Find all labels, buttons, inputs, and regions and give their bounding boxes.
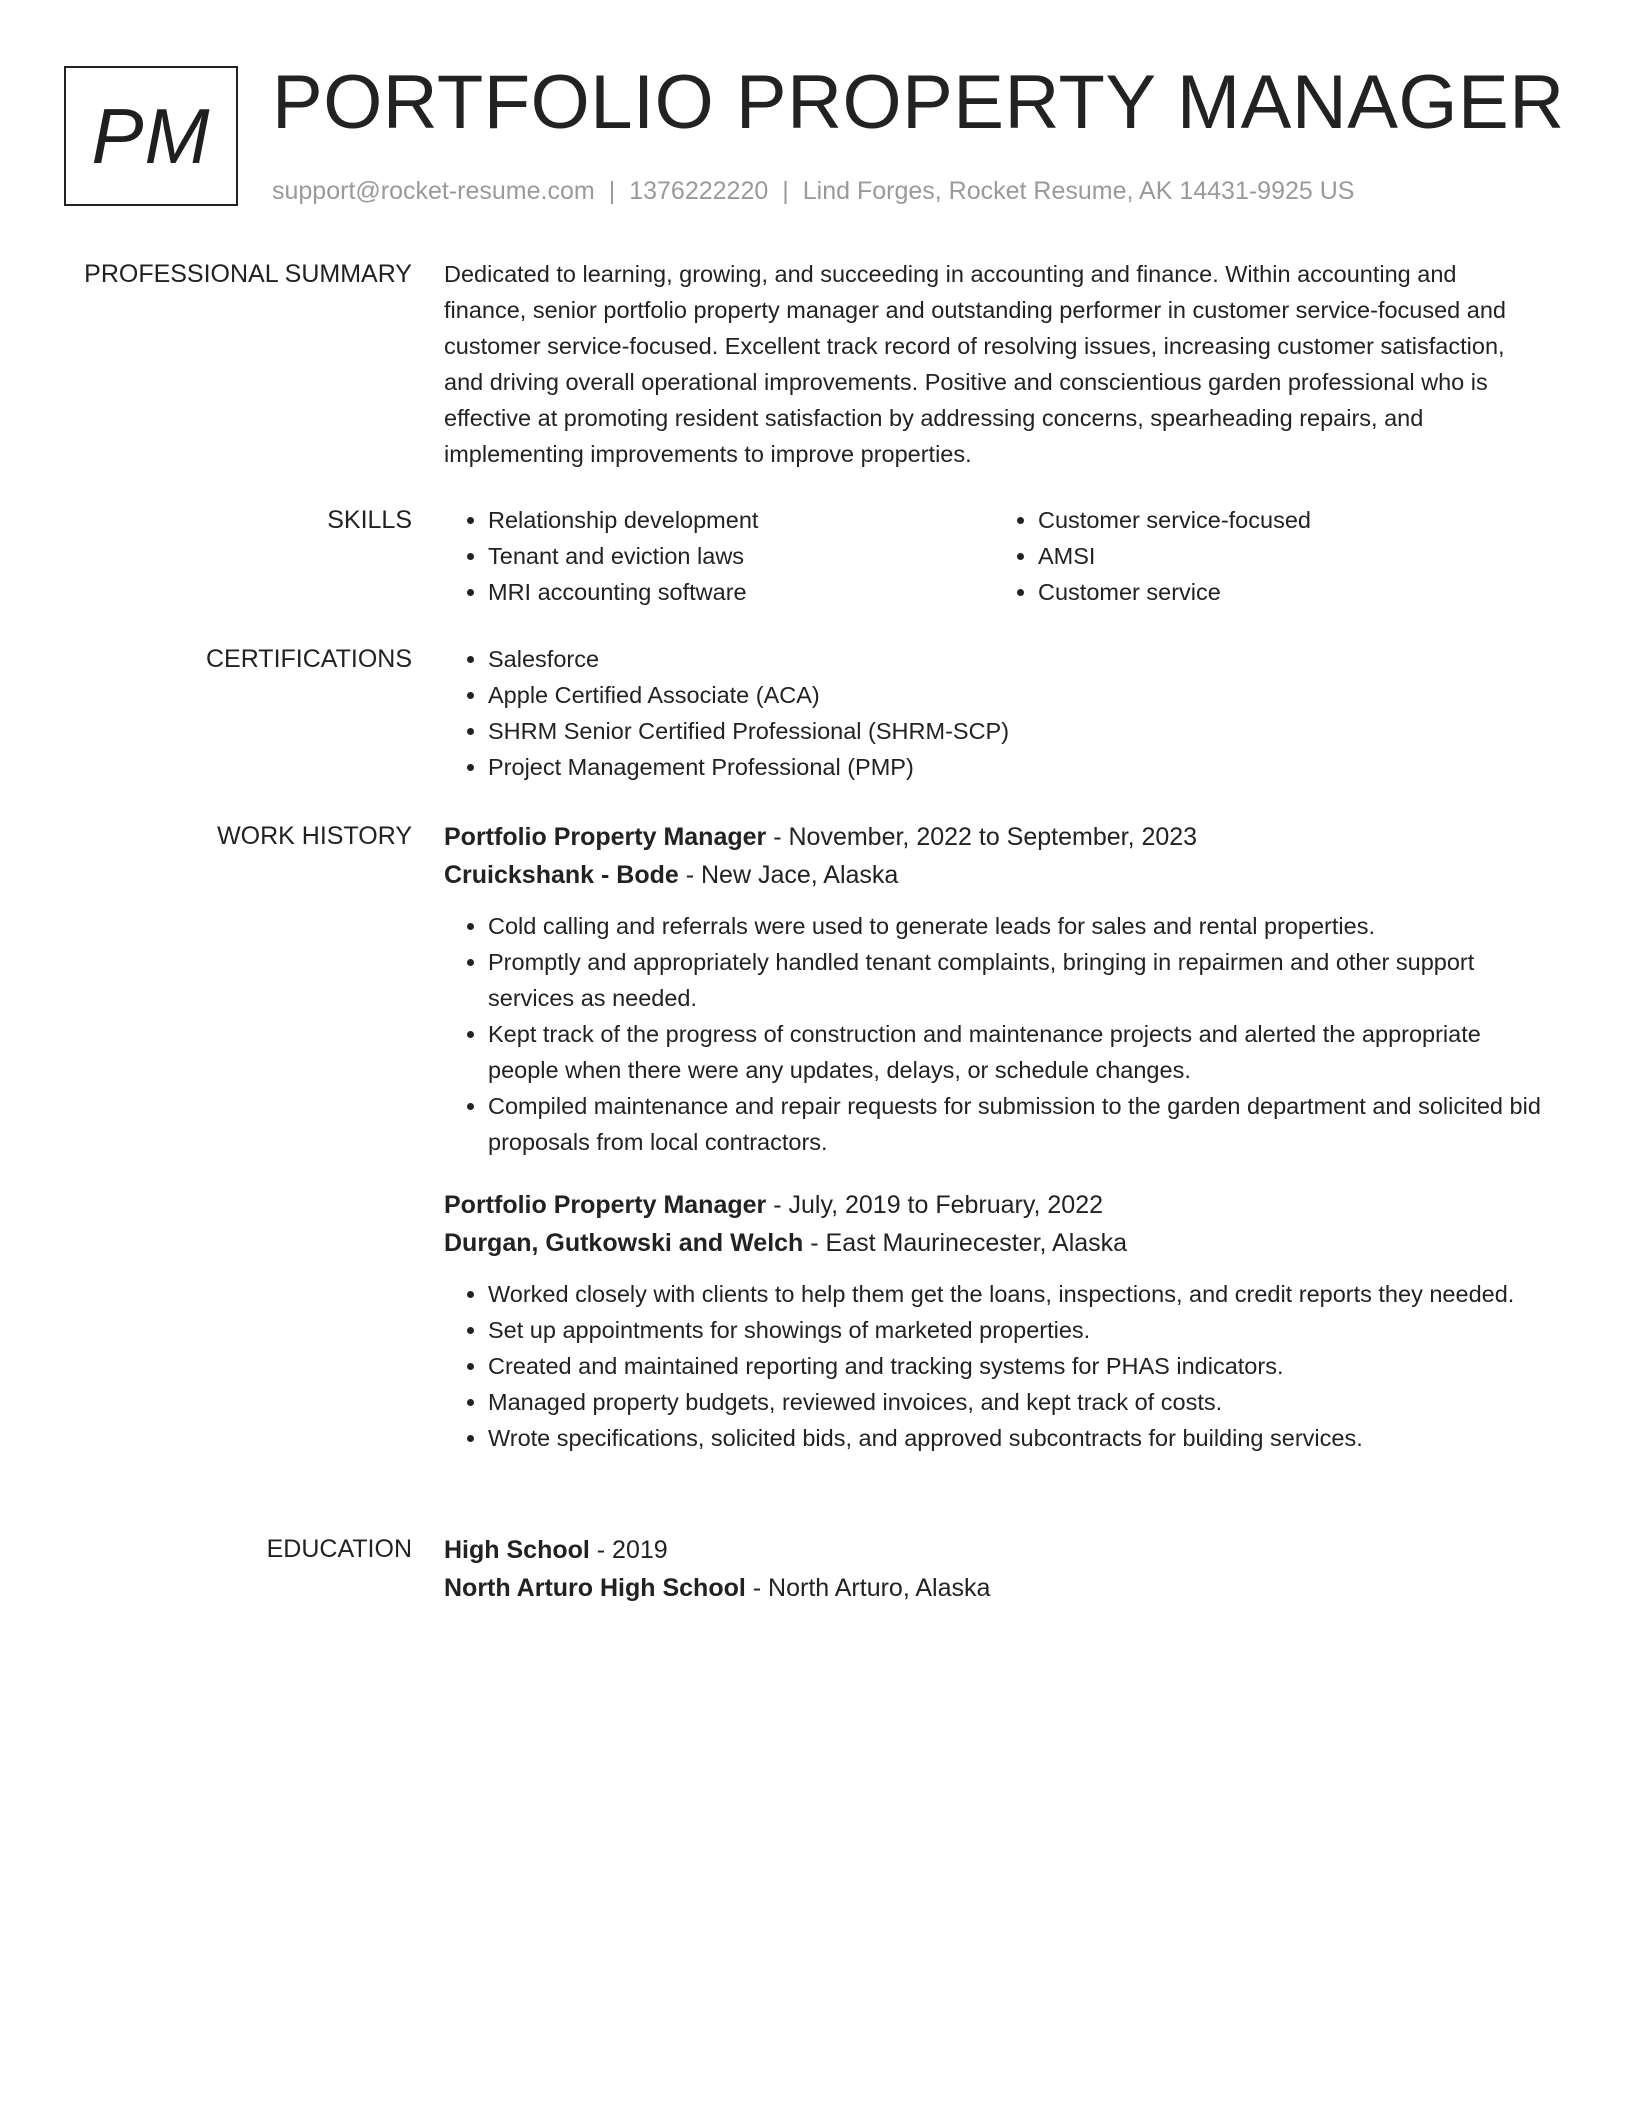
job-bullet: • Wrote specifications, solicited bids, and approved subcontracts for building services.: [488, 1420, 1544, 1456]
certifications-list: [444, 641, 1544, 785]
job-entry: [444, 818, 1544, 1160]
job-bullet: • Kept track of the progress of construction and maintenance projects and alerted the appropriate people when there were any updates, delays, or schedule changes.: [488, 1016, 1544, 1088]
skill-item: • MRI accounting software: [488, 574, 994, 610]
education-degree-line: [444, 1531, 1544, 1569]
skills-list-right: [994, 502, 1544, 610]
skill-item: • Relationship development: [488, 502, 994, 538]
job-title: Portfolio Property Manager: [444, 1191, 767, 1219]
job-bullets: [444, 1276, 1544, 1456]
education-school: North Arturo High School: [444, 1574, 746, 1602]
job-bullet: • Compiled maintenance and repair requests for submission to the garden department and solicited bid proposals from local contractors.: [488, 1088, 1544, 1160]
job-dates: - July, 2019 to February, 2022: [766, 1191, 1104, 1219]
job-title-line: [444, 1186, 1544, 1224]
education-label: EDUCATION: [266, 1535, 412, 1563]
page-title: PORTFOLIO PROPERTY MANAGER: [272, 60, 1565, 145]
skills-list-left: [444, 502, 994, 610]
education-body: [444, 1531, 1544, 1607]
certification-item: • Project Management Professional (PMP): [488, 749, 1544, 785]
skill-item: • Tenant and eviction laws: [488, 538, 994, 574]
summary-text: Dedicated to learning, growing, and succeeding in accounting and finance. Within accounting and finance, senior portfolio property manager and outstanding performer in customer service-focused and customer service-focused. Excellent track record of resolving issues, increasing customer satisfaction, and driving overall operational improvements. Positive and conscientious garden professional who is effective at promoting resident satisfaction by addressing concerns, spearheading repairs, and implementing improvements to improve properties.: [444, 261, 1506, 467]
skill-item: • AMSI: [1038, 538, 1544, 574]
monogram-logo: PM: [64, 66, 238, 206]
education-year: - 2019: [589, 1536, 668, 1564]
contact-phone: 1376222220: [629, 177, 769, 205]
certification-item: • Salesforce: [488, 641, 1544, 677]
skill-item: • Customer service-focused: [1038, 502, 1544, 538]
job-title-line: [444, 818, 1544, 856]
skills-grid: [444, 502, 1544, 610]
job-company-line: [444, 856, 1544, 894]
certification-item: • SHRM Senior Certified Professional (SHRM-SCP): [488, 713, 1544, 749]
job-bullet: • Promptly and appropriately handled tenant complaints, bringing in repairmen and other support services as needed.: [488, 944, 1544, 1016]
contact-separator: |: [608, 177, 616, 205]
job-dates: - November, 2022 to September, 2023: [766, 823, 1198, 851]
skills-label: SKILLS: [327, 506, 412, 534]
certification-item: • Apple Certified Associate (ACA): [488, 677, 1544, 713]
contact-separator: |: [782, 177, 789, 205]
job-bullet: • Managed property budgets, reviewed invoices, and kept track of costs.: [488, 1384, 1544, 1420]
job-bullets: [444, 908, 1544, 1160]
education-degree: High School: [444, 1536, 590, 1564]
job-bullet: • Created and maintained reporting and tracking systems for PHAS indicators.: [488, 1348, 1544, 1384]
contact-address: Lind Forges, Rocket Resume, AK 14431-9925 US: [802, 177, 1355, 205]
job-bullet: • Set up appointments for showings of marketed properties.: [488, 1312, 1544, 1348]
job-location: - New Jace, Alaska: [678, 861, 899, 889]
work-history-body: [444, 818, 1544, 1456]
education-school-line: [444, 1569, 1544, 1607]
summary-label: PROFESSIONAL SUMMARY: [84, 260, 412, 288]
job-title: Portfolio Property Manager: [444, 823, 767, 851]
certifications-body: [444, 641, 1544, 785]
contact-line: [272, 174, 1354, 208]
work-history-label: WORK HISTORY: [217, 822, 412, 850]
job-company: Cruickshank - Bode: [444, 861, 679, 889]
certifications-label: CERTIFICATIONS: [205, 645, 412, 673]
job-entry: [444, 1186, 1544, 1456]
job-company: Durgan, Gutkowski and Welch: [444, 1229, 804, 1257]
contact-email: support@rocket-resume.com: [272, 177, 595, 205]
job-location: - East Maurinecester, Alaska: [803, 1229, 1128, 1257]
skill-item: • Customer service: [1038, 574, 1544, 610]
job-company-line: [444, 1224, 1544, 1262]
job-bullet: • Cold calling and referrals were used to generate leads for sales and rental properties.: [488, 908, 1544, 944]
job-bullet: • Worked closely with clients to help them get the loans, inspections, and credit reports they needed.: [488, 1276, 1544, 1312]
education-location: - North Arturo, Alaska: [745, 1574, 991, 1602]
